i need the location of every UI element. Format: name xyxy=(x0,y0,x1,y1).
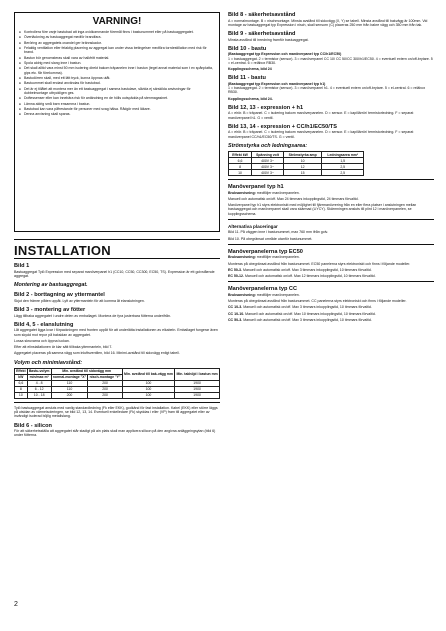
bild13-heading: Bild 13, 14 - expression + CC/h1/EC50/TS xyxy=(228,123,337,130)
volym-table xyxy=(14,368,220,399)
alt-text-1: Bild 11. På väggen inne i bastunummet, max 760 mm ifrån golv. xyxy=(228,230,329,235)
stromstyrka-table xyxy=(228,151,364,176)
bild1-heading: Bild 1 xyxy=(14,263,30,269)
bild8-heading: Bild 8 - säkerhetsavstånd xyxy=(228,12,296,18)
bild4-text-3: Efter att elinstallationen är klar sätt tillbaka yttermanteln, bild 7. xyxy=(14,345,113,350)
bild12-text: A = elrör. B = träpanel. C = isolering bakom manöverpanelen. D = sensor. E = kapillärrör/ termistorledning. F = separat manöverpanel h1. G = ventil. xyxy=(228,111,414,120)
bild3-text: Lägg tillbaka aggregatet i undre delen av emballaget. Montera de fyra justerbara fötterna underifrån. xyxy=(14,313,171,318)
th-sidovagg: Min. avstånd till sidovägg mm xyxy=(51,368,122,374)
th-nisch: nisch-montage "Y" xyxy=(89,375,121,380)
bild6-heading: Bild 6 - silicon xyxy=(14,422,52,429)
warning-item: ● Det är ej tillåtet att montera mer än ett bastuaggregat i samma bastulave, såvida ej särskilda anvisningar för dubbelmontage uttryckligen ges. xyxy=(19,87,215,95)
right-column xyxy=(228,12,434,322)
warning-title: VARNING! xyxy=(92,16,142,27)
bild11-wiring: Kopplingsschema, bild 24. xyxy=(228,96,273,101)
page-number: 2 xyxy=(14,601,18,608)
warning-box xyxy=(14,12,220,232)
bild9-text: Minsta avstånd till inredning framför bastuaggregat. xyxy=(228,37,309,42)
divider xyxy=(228,179,434,180)
cc-heading: Manöverpanelerna typ CC xyxy=(228,286,298,293)
bild12-heading: Bild 12, 13 - expression + h1 xyxy=(228,104,304,111)
th-m3: min/max m³ xyxy=(27,374,51,380)
warning-item: ● Övertäckning av bastuaggregat medför brandfara. xyxy=(19,35,215,39)
bild4-text-4: Aggregatet placeras på samma vägg som inluftsventilen, bild 16. Minimi-avstånd till sidovägg enligt tabell. xyxy=(14,351,180,356)
warning-item: ● Bastun bör genomsteras skall vara av halkfritt material. xyxy=(19,56,215,60)
th-volym: Bastu-volym xyxy=(28,369,50,374)
warning-item: ● Bastubad kan vara påfrestande för personer med svag hälsa. Rådgör med läkare. xyxy=(19,107,215,111)
table-row: 8 400V 3~ 12 2,5 xyxy=(229,164,364,170)
cc-text: Monteras på obegränsat avstånd från bastunummet. CC panelerna styrs elektroniskt och finns i följande modeller. xyxy=(228,299,407,304)
cc-bruks-text: medföljer manöverpanelen. xyxy=(255,292,300,297)
th-tak: Min. takhöjd i bastun mm xyxy=(175,368,220,380)
h1-text-2: Manöverpanel typ h1 styrs elektroniskt med möjlighet till fjärrmanövrering från en eller flera platser i anslutningen mellan bastuaggregat och manöverpanel skall vara skärmad (LiYCY). Skärmningen ansluts till plint 12 i manöverpanelen, se kopplingsschema. xyxy=(228,203,417,216)
warning-list xyxy=(19,30,215,116)
ec50-heading: Manöverpanelerna typ EC50 xyxy=(228,248,303,255)
bottom-left-text: Tylö bastuaggregat ansluts med vanlig standardledning (Fk eller EKK), godkänd för fast installation. Kabel (EKK) eller större läggs på utsidan av värmeisoleringen, se bild 12, 13, 14. Eventuell enkelledare (Fk) skyddas i eller (VP) fram till aggregatet eller av invändigt isolerad böjlig metallslang. xyxy=(14,405,218,419)
warning-item: ● Doftessenser eller kan innebära risk för antändning en de hölls outspädda på stenmagasinet. xyxy=(19,96,215,100)
table-row: 10 400V 3~ 15 2,5 xyxy=(229,170,364,176)
th-stromstyrka: Strömstyrka amp xyxy=(283,152,321,158)
installation-title: INSTALLATION xyxy=(14,243,111,258)
divider xyxy=(228,219,434,220)
stromstyrka-heading: Strömstyrka och ledningsarea: xyxy=(228,142,308,149)
bild3-heading: Bild 3 - montering av fötter xyxy=(14,307,86,314)
ec50-bruks-label: Bruksanvisning: xyxy=(228,255,256,260)
ec50-text: Monteras på obegränsat avstånd från bastunummet. EC50 panelerna styrs elektroniskt och finns i följande modeller. xyxy=(228,261,411,266)
th-bakvagg: Min. avstånd till bak-vägg mm xyxy=(122,368,174,380)
installation-banner xyxy=(14,239,220,259)
table-row: 8 6 - 12 110 200 100 1900 xyxy=(15,386,220,392)
bild10-heading: Bild 10 - bastu xyxy=(228,45,267,52)
h1-text-1: Manuell och automatisk on/off. Max 24 timmars inkopplingstid, 24 timmars förvaltid. xyxy=(228,196,359,201)
divider xyxy=(228,281,434,282)
table-row: 10 10 - 18 200 200 100 1900 xyxy=(15,392,220,398)
warning-item: ● Felaktig ventilation eller felaktig placering av aggregat kan under vissa betingelser medföra torrdestillation med risk för brand. xyxy=(19,46,215,54)
warning-item: ● Kontrollera före varje bastubad att inga ovidkommande föremål finns i bastunummet eller på bastuaggregatet. xyxy=(19,30,215,34)
th-kw: kW xyxy=(15,374,28,380)
th-effekt: Effekt xyxy=(16,369,26,374)
bild9-heading: Bild 9 - säkerhetsavstånd xyxy=(228,31,296,37)
th-normal: normal-montage "X" xyxy=(52,375,87,380)
h1-bruks-label: Bruksanvisning: xyxy=(228,190,256,195)
ec50-bruks-text: medföljer manöverpanelen. xyxy=(255,255,300,260)
bild2-text: Skjut den främre plåten uppåt. Lyft av yttermanteln för att komma åt elanslutningen. xyxy=(14,298,145,303)
list-item: CC 50-3. Manuell och automatisk on/off. Max 3 timmars inkopplingstid, 10 timmars förvaltid. xyxy=(228,317,372,322)
warning-item: ● Denna anvisning skall sparas. xyxy=(19,112,215,116)
list-item: CC 10-3. Manuell och automatisk on/off. Max 3 timmars inkopplingstid, 10 timmars förvaltid. xyxy=(228,305,372,310)
bild6-text: För att säkerhetsställa att aggregatet står stadigt på ain plats skall man applicera silicon på den angivna anläggningsytan (bild 6) under fötterna. xyxy=(14,429,216,438)
h1-heading: Manöverpanel typ h1 xyxy=(228,184,284,191)
warning-item: ● Beröring av aggregatets ovandel ger brännskador. xyxy=(19,41,215,45)
warning-item: ● Lämna aldrig små barn ensamma i bastun. xyxy=(19,102,215,106)
alternativa-heading: Alternativa placeringar xyxy=(228,223,278,229)
alt-text-2: Bild 10. På obegränsat område utanför bastunummet. xyxy=(228,236,313,241)
montering-heading: Montering av bastuaggregat. xyxy=(14,282,88,288)
bild4-heading: Bild 4, 5 - elanslutning xyxy=(14,321,74,328)
warning-item: ● Det skall alltid vara minst 50 mm isolering direkt bakom träpanelen inne i bastun (tegel annat material som t ex spånplatta, gips etc. får förekomma). xyxy=(19,66,215,74)
bild10-subheading: (Bastuaggregat typ Expression och manöverpanel typ CC/h1/EC50) xyxy=(228,52,342,57)
warning-item: ● Bastuummet skall endast användas för bastubad. xyxy=(19,81,215,85)
th-ledningsarea: Ledningsarea mm² xyxy=(322,152,364,158)
bild11-subheading: (Bastuaggregat typ Expression och manöverpanel typ h1) xyxy=(228,81,326,86)
divider xyxy=(228,244,434,245)
warning-item: ● Bastudörren skall, med ett lätt tryck, kunna öppnas utåt. xyxy=(19,76,215,80)
th-spanning: Spänning volt xyxy=(252,152,284,158)
th-effekt-kw: Effekt kW xyxy=(229,152,252,158)
list-item: EC 50-3. Manuell och automatisk on/off. Max 3 timmars inkopplingstid, 10 timmars förvaltid. xyxy=(228,267,372,272)
bild10-text: 1 = bastuaggregat. 2 = termistor (sensor). 3 = manöverpanel CC 10/ CC 50/CC 300/h1/EC50. 4 = eventuell extern on/off-brytare. 5 = el-central. 6 = reläbox RB30. xyxy=(228,56,433,65)
bild11-heading: Bild 11 - bastu xyxy=(228,75,266,82)
warning-item: ● Spola aldrig med slang inne i bastun. xyxy=(19,61,215,65)
bild8-text: A = normalmontage. B = nischmontage. Minsta avstånd till sidovägg (X, Y) se tabell. Minsta avstånd till bakvägg är 100mm. Vid montage av bastuaggregat typ Expression i nisch, skall sensorn (C) placeras 250 mm från bakre vägg och 350 mm från tak. xyxy=(228,18,428,27)
cc-bruks-label: Bruksanvisning: xyxy=(228,292,256,297)
bild2-heading: Bild 2 - borttagning av yttermantel xyxy=(14,292,105,299)
list-item: CC 10-10. Manuell och automatisk on/off. Max 10 timmars inkopplingstid, 10 timmars förvaltid. xyxy=(228,311,376,316)
bild4-text-1: Låt aggregatet ligga kvar i förpackningen med fronten uppåt för att underlätta installationen av elkabeln. Emballaget fungerar även som skydd mot repor på baksidan av aggregatet. xyxy=(14,328,218,337)
volym-heading: Volym och minimiavstånd: xyxy=(14,359,83,366)
bild1-text: Bastuaggregat Tylö Expression med separat manöverpanel h1 (CC10, CC50, CC300, EC50, TS). Expression är ett golvstående aggregat. xyxy=(14,269,215,278)
h1-bruks-text: medföljer manöverpanelen. xyxy=(255,190,300,195)
list-item: EC 50-12. Manuell och automatisk on/off. Max 12 timmars inkopplingstid, 10 timmars förvaltid. xyxy=(228,274,376,279)
bild4-text-2: Lossa skruvarna och öppna luckan. xyxy=(14,338,70,343)
table-row: 6,6 400V 3~ 10 1,5 xyxy=(229,158,364,164)
bild10-wiring: Kopplingsschema, bild 24 xyxy=(228,67,272,71)
left-column xyxy=(14,12,220,438)
table-row: 6,6 4 - 8 110 200 100 1900 xyxy=(15,380,220,386)
divider xyxy=(14,402,220,403)
bild13-text: A = elrör. B = träpanel. C = isolering bakom manöverpanelen. D = sensor. E = kapillärrör/ termistorledning. F = separat manöverpanel CC/h1/EC50/TS. G = ventil. xyxy=(228,130,414,139)
bild11-text: 1 = bastuaggregat. 2 = termistor (sensor). 3 = manöverpanel h1. 4 = eventuell extern on/off-brytare. 5 = el-central. 6 = reläbox RB30. xyxy=(228,86,426,95)
